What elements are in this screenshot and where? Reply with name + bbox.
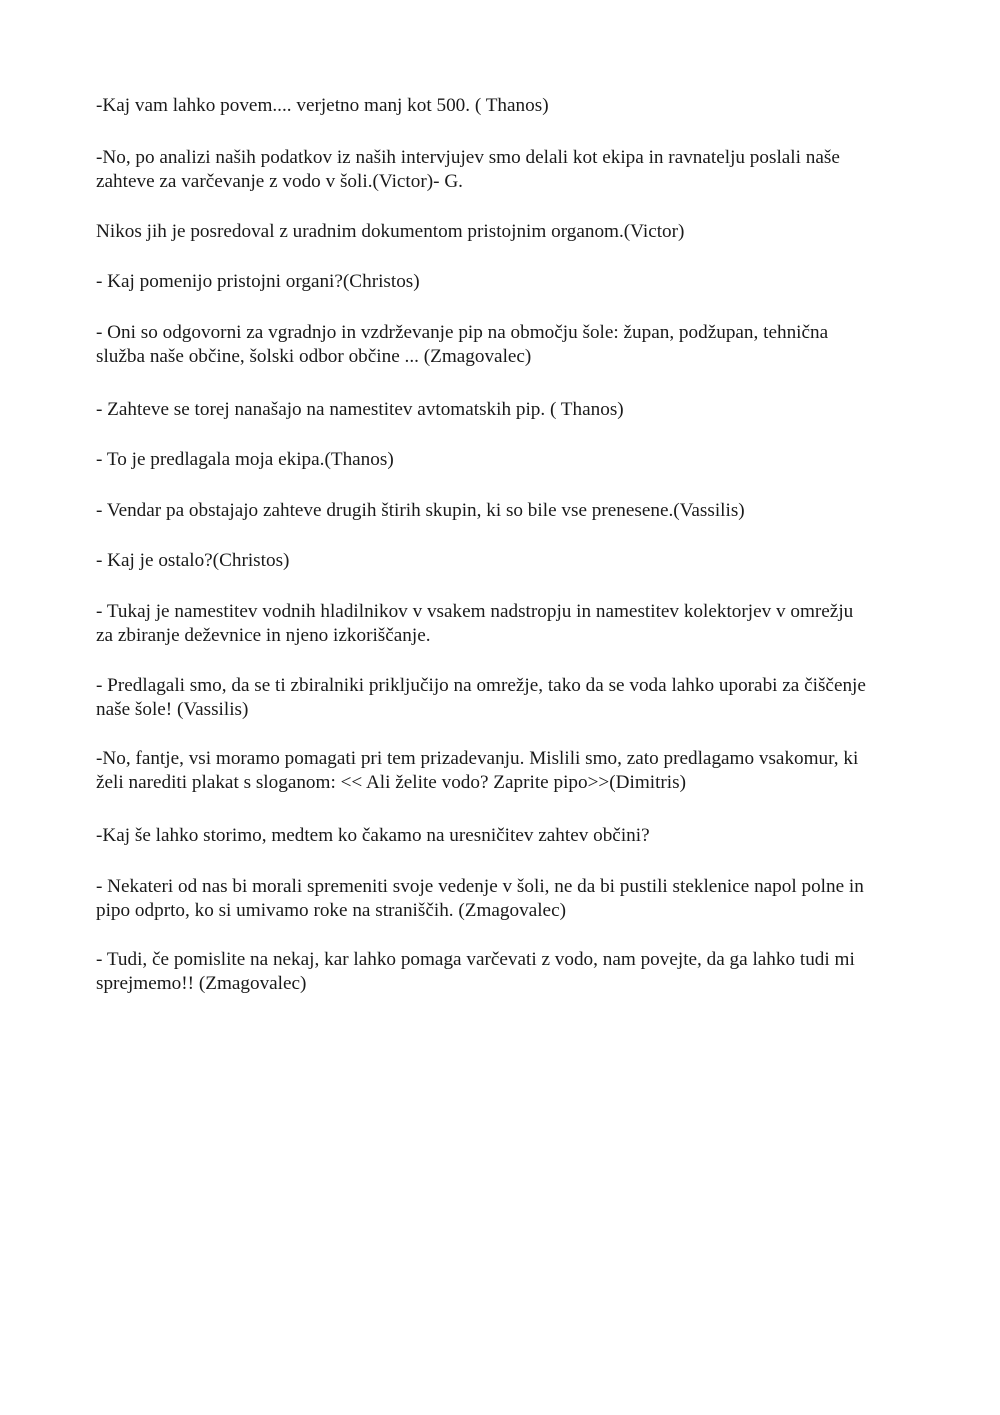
paragraph-7: - To je predlagala moja ekipa.(Thanos) <box>96 449 394 470</box>
paragraph-10: - Tukaj je namestitev vodnih hladilnikov v vsakem nadstropju in namestitev kolektorjev v omrežju za zbiranje deževnice in njeno izkoriščanje. <box>96 601 854 646</box>
paragraph-9: - Kaj je ostalo?(Christos) <box>96 550 290 571</box>
paragraph-8: - Vendar pa obstajajo zahteve drugih štirih skupin, ki so bile vse prenesene.(Vassilis) <box>96 500 745 521</box>
paragraph-15: - Tudi, če pomislite na nekaj, kar lahko pomaga varčevati z vodo, nam povejte, da ga lahko tudi mi sprejmemo!! (Zmagovalec) <box>96 949 855 994</box>
paragraph-3: Nikos jih je posredoval z uradnim dokumentom pristojnim organom.(Victor) <box>96 221 685 242</box>
paragraph-6: - Zahteve se torej nanašajo na namestitev avtomatskih pip. ( Thanos) <box>96 399 624 420</box>
paragraph-5: - Oni so odgovorni za vgradnjo in vzdrževanje pip na območju šole: župan, podžupan, tehnična služba naše občine, šolski odbor občine ... (Zmagovalec) <box>96 322 829 367</box>
paragraph-14: - Nekateri od nas bi morali spremeniti svoje vedenje v šoli, ne da bi pustili steklenice napol polne in pipo odprto, ko si umivamo roke na straniščih. (Zmagovalec) <box>96 876 864 921</box>
paragraph-1: -Kaj vam lahko povem.... verjetno manj kot 500. ( Thanos) <box>96 95 549 116</box>
paragraph-4: - Kaj pomenijo pristojni organi?(Christos) <box>96 271 420 292</box>
paragraph-2: -No, po analizi naših podatkov iz naših intervjujev smo delali kot ekipa in ravnatelju poslali naše zahteve za varčevanje z vodo v šoli.(Victor)- G. <box>96 147 840 192</box>
paragraph-11: - Predlagali smo, da se ti zbiralniki priključijo na omrežje, tako da se voda lahko uporabi za čiščenje naše šole! (Vassilis) <box>96 675 866 720</box>
paragraph-12: -No, fantje, vsi moramo pomagati pri tem prizadevanju. Mislili smo, zato predlagamo vsakomur, ki želi narediti plakat s sloganom: << Ali želite vodo? Zaprite pipo>>(Dimitris) <box>96 748 859 793</box>
paragraph-13: -Kaj še lahko storimo, medtem ko čakamo na uresničitev zahtev občini? <box>96 825 650 846</box>
